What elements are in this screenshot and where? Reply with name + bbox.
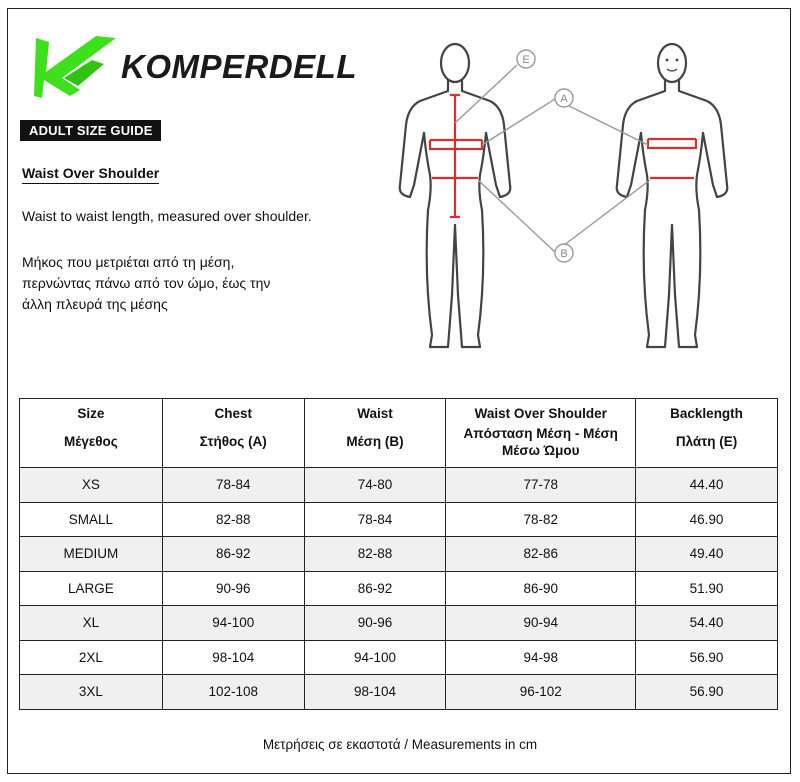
header-label-en: Chest [214,406,252,421]
cell-waist-over-shoulder: 90-94 [446,606,636,641]
cell-chest: 86-92 [162,537,304,572]
front-view-figure [617,44,728,347]
header-label-en: Waist [357,406,393,421]
table-row [20,640,778,675]
table-row [20,675,778,710]
header-size [20,399,163,468]
cell-waist: 82-88 [304,537,446,572]
cell-waist-over-shoulder: 77-78 [446,468,636,503]
cell-backlength: 46.90 [636,502,778,537]
header-label-en: Backlength [670,406,743,421]
description-el-line: Μήκος που μετριέται από τη μέση, [22,254,235,270]
cell-waist-over-shoulder: 82-86 [446,537,636,572]
measurement-unit-note: Μετρήσεις σε εκαστοτά / Measurements in cm [262,737,538,752]
cell-chest: 102-108 [162,675,304,710]
header-label-en: Waist Over Shoulder [474,406,607,421]
cell-backlength: 51.90 [636,571,778,606]
header-backlength [636,399,778,468]
cell-backlength: 56.90 [636,640,778,675]
table-row [20,537,778,572]
cell-waist: 78-84 [304,502,446,537]
cell-waist: 94-100 [304,640,446,675]
cell-chest: 82-88 [162,502,304,537]
cell-waist: 90-96 [304,606,446,641]
cell-waist: 86-92 [304,571,446,606]
cell-chest: 98-104 [162,640,304,675]
brand-name: KOMPERDELL [121,48,357,85]
description-el-line: άλλη πλευρά της μέσης [22,296,168,312]
cell-chest: 94-100 [162,606,304,641]
table-header-row [20,399,778,468]
cell-chest: 78-84 [162,468,304,503]
label-b: B [560,248,568,260]
description-en: Waist to waist length, measured over shoulder. [22,208,312,224]
cell-waist: 98-104 [304,675,446,710]
cell-backlength: 54.40 [636,606,778,641]
cell-size: SMALL [20,502,163,537]
label-a: A [560,93,568,105]
header-label-el: Απόσταση Μέση - Μέση Μέσω Ώμου [463,426,618,458]
description-el-line: περνώντας πάνω από τον ώμο, έως την [22,275,271,291]
table-row [20,502,778,537]
header-label-el: Μέση (B) [346,434,404,449]
body-measurement-figure [390,35,770,365]
table-row [20,571,778,606]
cell-waist-over-shoulder: 96-102 [446,675,636,710]
cell-size: LARGE [20,571,163,606]
cell-chest: 90-96 [162,571,304,606]
header-label-el: Στήθος (A) [199,434,267,449]
cell-size: 2XL [20,640,163,675]
table-row [20,468,778,503]
cell-size: XS [20,468,163,503]
table-row [20,606,778,641]
guide-label: ADULT SIZE GUIDE [20,120,161,141]
cell-size: 3XL [20,675,163,710]
header-waist-over-shoulder [446,399,636,468]
cell-waist-over-shoulder: 94-98 [446,640,636,675]
section-title: Waist Over Shoulder [22,165,159,184]
label-e: E [522,54,530,66]
header-label-en: Size [77,406,105,421]
description-el [22,252,342,315]
header-label-el: Μέγεθος [63,434,118,449]
cell-size: MEDIUM [20,537,163,572]
header-label-el: Πλάτη (E) [675,434,738,449]
cell-waist-over-shoulder: 78-82 [446,502,636,537]
cell-backlength: 49.40 [636,537,778,572]
cell-waist-over-shoulder: 86-90 [446,571,636,606]
size-table [19,398,778,710]
cell-backlength: 44.40 [636,468,778,503]
cell-backlength: 56.90 [636,675,778,710]
cell-waist: 74-80 [304,468,446,503]
header-waist [304,399,446,468]
header-chest [162,399,304,468]
cell-size: XL [20,606,163,641]
